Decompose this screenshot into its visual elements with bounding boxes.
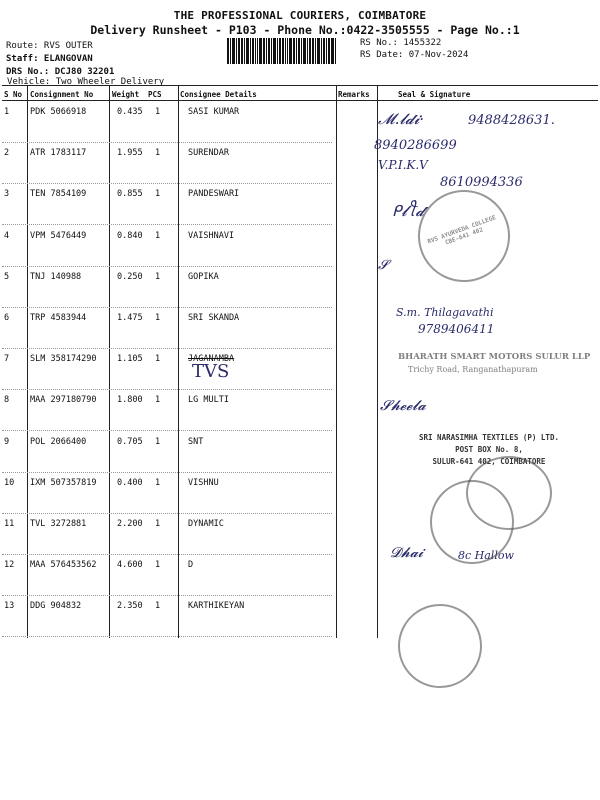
handwritten-note-row7: TVS [192,361,230,382]
row-weight: 1.955 [117,148,143,159]
row-pcs: 1 [155,436,161,447]
table-header [2,86,598,101]
runsheet-subtitle: Delivery Runsheet - P103 - Phone No.:0422-3505555 - Page No.:1 [90,23,520,37]
handwritten-sign-row12: 8c Hallow [458,549,514,562]
row-consignment-no: IXM 507357819 [30,477,97,488]
row-consignment-no: ATR 1783117 [30,148,87,159]
signature-row3: ᑭ𝓵ꪻ𝓭 [392,202,425,220]
row-consignee: SNT [188,436,204,447]
row-weight: 1.105 [117,354,143,365]
row-pcs: 1 [155,477,161,488]
bharath-motors-stamp: BHARATH SMART MOTORS SULUR LLP Trichy Road, Ranganathapuram [398,352,591,374]
col-consignment: Consignment No [30,90,94,99]
row-pcs: 1 [155,560,161,571]
handwritten-name-row2: V.P.I.K.V [378,158,428,172]
textiles-stamp: SRI NARASIMHA TEXTILES (P) LTD. POST BOX No. 8, SULUR-641 402, COIMBATORE [419,433,559,466]
row-pcs: 1 [155,313,161,323]
row-consignment-no: MAA 576453562 [30,560,97,571]
row-weight: 2.350 [117,601,143,612]
row-weight: 0.400 [117,477,143,488]
row-consignment-no: TNJ 140988 [30,271,82,282]
route-label: Route: RVS OUTER [6,41,93,51]
handwritten-phone-row3: 8610994336 [440,175,523,190]
table-row [2,184,598,225]
row-weight: 0.250 [117,271,143,282]
handwritten-name-row6: S.m. Thilagavathi [396,306,494,319]
row-consignment-no: DDG 904832 [30,601,82,612]
row-weight: 0.840 [117,230,143,241]
row-consignee: SURENDAR [188,148,229,159]
table-row [2,390,598,431]
row-sno: 7 [4,354,10,365]
signature-row8: 𝓢𝓱𝓮𝓮𝓵𝓪 [380,398,426,414]
row-pcs: 1 [155,230,161,241]
col-remarks: Remarks [338,90,370,99]
row-sno: 2 [4,148,10,159]
row-sno: 11 [4,519,15,529]
row-pcs: 1 [155,354,161,365]
staff-label: Staff: ELANGOVAN [6,54,93,64]
rs-number: RS No.: 1455322 [360,38,442,48]
row-consignee: PANDESWARI [188,189,240,200]
handwritten-phone-row2: 8940286699 [374,138,457,153]
row-sno: 3 [4,189,10,200]
row-sno: 5 [4,271,10,282]
row-pcs: 1 [155,271,161,282]
signature-row5: 𝓢 [378,258,389,273]
signature-row1: 𝓜.𝓵𝓭𝓲· [378,110,425,128]
col-sno: S No [4,90,23,99]
row-pcs: 1 [155,189,161,200]
row-pcs: 1 [155,601,161,612]
handwritten-phone-row1: 9488428631. [468,113,555,128]
row-consignment-no: VPM 5476449 [30,230,87,241]
row-weight: 4.600 [117,560,143,571]
col-consignee: Consignee Details [180,90,257,99]
row-consignment-no: MAA 297180790 [30,395,97,406]
vehicle-label: Vehicle: Two Wheeler Delivery [7,77,165,87]
col-pcs: PCS [148,90,162,99]
row-sno: 6 [4,313,10,323]
row-weight: 1.800 [117,395,143,406]
row-consignee: SRI SKANDA [188,313,240,323]
row-consignment-no: TEN 7854109 [30,189,87,200]
handwritten-phone-row6: 9789406411 [418,322,495,336]
row-sno: 8 [4,395,10,406]
row-sno: 13 [4,601,15,612]
col-weight: Weight [112,90,140,99]
row-pcs: 1 [155,148,161,159]
row-weight: 1.475 [117,313,143,323]
row-consignment-no: SLM 358174290 [30,354,97,365]
college-seal-stamp: RVS AYURVEDA COLLEGE CBE-641 402 [405,177,523,295]
row-sno: 9 [4,436,10,447]
row-weight: 2.200 [117,519,143,529]
row-consignee: KARTHIKEYAN [188,601,245,612]
row-consignee: D [188,560,194,571]
page-title: THE PROFESSIONAL COURIERS, COIMBATORE [173,9,427,22]
row-consignee: VAISHNAVI [188,230,235,241]
row-weight: 0.435 [117,107,143,117]
row-consignment-no: POL 2066400 [30,436,87,447]
row-consignment-no: TVL 3272881 [30,519,87,529]
row-sno: 10 [4,477,15,488]
row-pcs: 1 [155,107,161,117]
signature-row12: 𝓓𝓱𝓪𝓲 [390,545,424,561]
row-weight: 0.705 [117,436,143,447]
row-consignee: VISHNU [188,477,219,488]
row-pcs: 1 [155,519,161,529]
row-weight: 0.855 [117,189,143,200]
col-seal-signature: Seal & Signature [398,90,471,99]
table-row [2,308,598,349]
row-consignee: JAGANAMBA [188,354,235,365]
row-sno: 4 [4,230,10,241]
rs-date: RS Date: 07-Nov-2024 [360,50,469,60]
row-pcs: 1 [155,395,161,406]
drs-label: DRS No.: DCJ80 32201 [6,67,115,77]
table-row [2,267,598,308]
round-seal-stamp-2 [430,480,514,564]
row-sno: 1 [4,107,10,117]
row-consignee: SASI KUMAR [188,107,240,117]
row-consignee: DYNAMIC [188,519,224,529]
row-consignee: LG MULTI [188,395,229,406]
row-consignment-no: TRP 4583944 [30,313,87,323]
row-consignment-no: PDK 5066918 [30,107,87,117]
row-consignee: GOPIKA [188,271,219,282]
barcode [227,38,352,64]
row-sno: 12 [4,560,15,571]
table-row [2,596,598,637]
